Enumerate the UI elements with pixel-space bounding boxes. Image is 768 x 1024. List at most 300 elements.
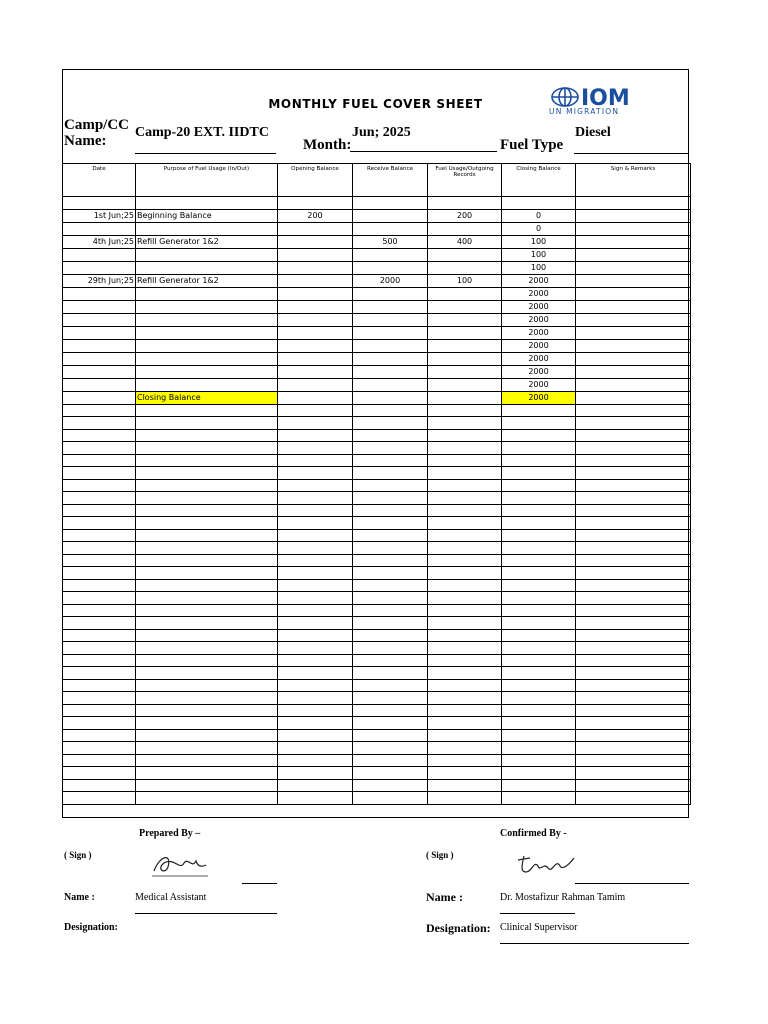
table-cell	[428, 717, 502, 730]
table-cell	[63, 222, 136, 235]
table-cell: 2000	[502, 365, 576, 378]
table-cell	[576, 442, 691, 455]
table-cell: Beginning Balance	[136, 209, 278, 222]
table-cell	[353, 326, 428, 339]
table-cell	[502, 754, 576, 767]
column-header: Date	[63, 164, 136, 197]
table-row	[63, 792, 691, 805]
table-cell	[353, 287, 428, 300]
name-value-left: Medical Assistant	[135, 892, 207, 903]
table-cell	[278, 326, 353, 339]
table-row	[63, 517, 691, 530]
table-cell	[428, 378, 502, 391]
table-cell	[63, 479, 136, 492]
table-cell	[278, 378, 353, 391]
table-cell	[63, 429, 136, 442]
fuel-type-label: Fuel Type	[500, 137, 564, 153]
table-cell	[428, 404, 502, 417]
month-label: Month:	[303, 137, 352, 153]
table-body	[63, 197, 691, 805]
table-row	[63, 235, 691, 248]
table-cell	[136, 754, 278, 767]
table-cell	[136, 504, 278, 517]
table-cell	[428, 667, 502, 680]
table-cell	[428, 391, 502, 404]
table-cell	[428, 692, 502, 705]
table-cell	[428, 654, 502, 667]
iom-logo	[547, 84, 677, 116]
table-cell	[428, 300, 502, 313]
table-cell	[428, 479, 502, 492]
table-cell	[353, 339, 428, 352]
table-cell	[576, 504, 691, 517]
table-cell	[278, 579, 353, 592]
table-cell	[353, 667, 428, 680]
table-cell	[576, 300, 691, 313]
table-cell	[136, 492, 278, 505]
table-cell	[353, 365, 428, 378]
table-cell	[428, 442, 502, 455]
table-cell	[576, 529, 691, 542]
table-cell	[63, 579, 136, 592]
table-cell	[278, 454, 353, 467]
table-cell: 2000	[353, 274, 428, 287]
table-cell: 2000	[502, 339, 576, 352]
table-row	[63, 479, 691, 492]
table-cell	[278, 274, 353, 287]
table-cell	[428, 742, 502, 755]
table-cell	[278, 287, 353, 300]
table-cell	[353, 261, 428, 274]
fuel-type-underline	[574, 153, 689, 154]
table-cell	[136, 339, 278, 352]
camp-underline	[135, 153, 276, 154]
table-cell	[353, 629, 428, 642]
table-cell	[576, 642, 691, 655]
table-row	[63, 222, 691, 235]
table-cell	[428, 754, 502, 767]
table-cell	[576, 429, 691, 442]
table-cell	[136, 248, 278, 261]
table-cell	[136, 767, 278, 780]
table-cell	[576, 261, 691, 274]
table-cell	[136, 742, 278, 755]
table-row	[63, 467, 691, 480]
table-cell	[428, 429, 502, 442]
table-cell	[353, 729, 428, 742]
table-cell	[278, 717, 353, 730]
table-cell	[136, 442, 278, 455]
table-cell: 2000	[502, 274, 576, 287]
table-cell	[353, 592, 428, 605]
table-cell: 1st Jun;25	[63, 209, 136, 222]
table-cell	[278, 300, 353, 313]
table-cell	[428, 365, 502, 378]
table-cell	[136, 642, 278, 655]
name-label-left: Name :	[64, 892, 95, 903]
table-cell	[428, 352, 502, 365]
column-header: Fuel Usage/Outgoing Records	[428, 164, 502, 197]
table-cell	[502, 492, 576, 505]
table-row	[63, 654, 691, 667]
table-cell	[136, 579, 278, 592]
table-cell	[428, 604, 502, 617]
table-cell	[353, 467, 428, 480]
table-cell	[576, 417, 691, 430]
table-row	[63, 667, 691, 680]
table-cell	[278, 779, 353, 792]
table-cell	[353, 209, 428, 222]
table-cell	[353, 717, 428, 730]
table-cell	[63, 529, 136, 542]
table-cell	[576, 629, 691, 642]
table-cell	[428, 554, 502, 567]
table-cell	[502, 579, 576, 592]
table-cell	[428, 617, 502, 630]
table-cell	[353, 197, 428, 210]
table-cell	[63, 442, 136, 455]
table-cell	[576, 339, 691, 352]
column-header: Receive Balance	[353, 164, 428, 197]
table-cell: 200	[278, 209, 353, 222]
table-cell: 2000	[502, 352, 576, 365]
table-row	[63, 692, 691, 705]
table-cell	[502, 704, 576, 717]
table-row	[63, 767, 691, 780]
table-cell	[502, 517, 576, 530]
table-cell	[576, 692, 691, 705]
table-cell: Refill Generator 1&2	[136, 274, 278, 287]
name-underline-left	[135, 913, 277, 914]
table-cell	[63, 300, 136, 313]
table-cell	[63, 742, 136, 755]
table-cell	[576, 579, 691, 592]
table-cell	[278, 261, 353, 274]
table-cell	[502, 742, 576, 755]
table-cell	[63, 404, 136, 417]
table-cell	[502, 642, 576, 655]
table-cell	[428, 579, 502, 592]
table-row	[63, 642, 691, 655]
table-cell	[576, 567, 691, 580]
table-cell	[278, 604, 353, 617]
table-row	[63, 313, 691, 326]
table-cell	[278, 352, 353, 365]
table-cell	[136, 529, 278, 542]
table-cell	[278, 442, 353, 455]
table-cell	[278, 197, 353, 210]
table-row	[63, 326, 691, 339]
table-cell	[136, 300, 278, 313]
table-cell	[428, 504, 502, 517]
table-cell	[353, 792, 428, 805]
table-cell	[502, 667, 576, 680]
column-header: Opening Balance	[278, 164, 353, 197]
table-cell	[576, 467, 691, 480]
table-cell	[428, 417, 502, 430]
table-cell	[576, 404, 691, 417]
table-cell	[136, 326, 278, 339]
sign-label-right: ( Sign )	[426, 850, 454, 860]
table-row	[63, 592, 691, 605]
table-cell: 100	[502, 235, 576, 248]
table-cell	[136, 417, 278, 430]
table-cell: 2000	[502, 300, 576, 313]
table-cell	[502, 454, 576, 467]
camp-value: Camp-20 EXT. IIDTC	[135, 125, 269, 140]
table-cell	[428, 313, 502, 326]
table-row	[63, 729, 691, 742]
table-cell	[502, 592, 576, 605]
table-cell	[63, 352, 136, 365]
fuel-type-value: Diesel	[575, 125, 611, 140]
table-cell	[63, 467, 136, 480]
table-row	[63, 404, 691, 417]
table-cell: 2000	[502, 378, 576, 391]
table-cell	[576, 617, 691, 630]
table-cell	[353, 579, 428, 592]
table-cell: 100	[502, 248, 576, 261]
table-cell	[63, 197, 136, 210]
table-cell	[353, 529, 428, 542]
table-cell	[502, 442, 576, 455]
table-cell	[576, 378, 691, 391]
table-cell	[63, 717, 136, 730]
table-row	[63, 287, 691, 300]
table-cell	[502, 479, 576, 492]
table-cell	[278, 742, 353, 755]
sign-underline-right	[575, 883, 689, 884]
fuel-log-table	[62, 163, 691, 805]
table-cell	[63, 692, 136, 705]
sheet-title: MONTHLY FUEL COVER SHEET	[268, 97, 483, 111]
table-cell	[576, 274, 691, 287]
column-header: Purpose of Fuel Usage (In/Out)	[136, 164, 278, 197]
table-cell	[63, 492, 136, 505]
table-cell	[136, 792, 278, 805]
table-row	[63, 679, 691, 692]
table-cell	[428, 704, 502, 717]
table-cell	[136, 378, 278, 391]
table-cell: 0	[502, 222, 576, 235]
table-cell	[278, 729, 353, 742]
table-cell	[576, 667, 691, 680]
table-cell	[136, 479, 278, 492]
table-cell	[502, 792, 576, 805]
table-cell	[136, 429, 278, 442]
table-row	[63, 704, 691, 717]
table-cell	[428, 767, 502, 780]
table-row	[63, 779, 691, 792]
table-cell	[428, 197, 502, 210]
table-cell	[502, 467, 576, 480]
designation-underline-right	[500, 943, 689, 944]
table-row	[63, 742, 691, 755]
table-cell	[502, 692, 576, 705]
table-cell	[278, 654, 353, 667]
table-cell	[278, 339, 353, 352]
table-cell	[63, 604, 136, 617]
table-cell	[278, 313, 353, 326]
table-cell	[278, 592, 353, 605]
table-row	[63, 492, 691, 505]
table-cell	[63, 326, 136, 339]
table-header-row	[63, 164, 691, 197]
table-cell	[576, 704, 691, 717]
table-cell	[576, 542, 691, 555]
table-cell	[278, 467, 353, 480]
table-cell	[353, 313, 428, 326]
table-row	[63, 754, 691, 767]
table-cell	[63, 365, 136, 378]
table-cell	[428, 261, 502, 274]
name-underline-right	[500, 913, 575, 914]
table-cell	[278, 235, 353, 248]
designation-value-right: Clinical Supervisor	[500, 922, 578, 933]
table-cell	[353, 567, 428, 580]
designation-label-right: Designation:	[426, 921, 491, 935]
table-cell	[63, 629, 136, 642]
table-cell	[278, 417, 353, 430]
table-cell	[428, 467, 502, 480]
table-cell	[576, 352, 691, 365]
table-cell	[63, 339, 136, 352]
table-cell	[428, 792, 502, 805]
table-cell	[576, 754, 691, 767]
table-row	[63, 417, 691, 430]
sign-label-left: ( Sign )	[64, 850, 92, 860]
table-cell	[428, 729, 502, 742]
table-cell	[63, 754, 136, 767]
table-cell	[278, 704, 353, 717]
table-cell	[502, 542, 576, 555]
table-cell	[502, 679, 576, 692]
table-row	[63, 504, 691, 517]
table-cell	[353, 222, 428, 235]
table-cell	[576, 479, 691, 492]
table-cell	[136, 654, 278, 667]
table-cell	[63, 554, 136, 567]
column-header: Sign & Remarks	[576, 164, 691, 197]
table-cell	[63, 667, 136, 680]
table-cell	[63, 679, 136, 692]
signature-left	[150, 845, 210, 881]
table-cell	[136, 717, 278, 730]
table-cell	[576, 391, 691, 404]
table-cell	[428, 642, 502, 655]
table-cell	[428, 629, 502, 642]
table-cell	[353, 248, 428, 261]
table-cell	[63, 729, 136, 742]
table-cell	[576, 604, 691, 617]
table-cell	[136, 261, 278, 274]
table-cell	[428, 248, 502, 261]
table-cell	[353, 542, 428, 555]
table-cell	[278, 365, 353, 378]
table-cell	[428, 592, 502, 605]
table-cell	[502, 567, 576, 580]
table-cell	[136, 287, 278, 300]
table-cell	[502, 529, 576, 542]
table-cell	[136, 404, 278, 417]
table-row	[63, 554, 691, 567]
table-cell	[502, 654, 576, 667]
table-cell	[353, 704, 428, 717]
table-cell	[63, 391, 136, 404]
table-cell: 4th Jun;25	[63, 235, 136, 248]
table-cell	[502, 404, 576, 417]
table-cell	[63, 261, 136, 274]
table-cell	[576, 767, 691, 780]
table-cell	[576, 365, 691, 378]
table-row	[63, 274, 691, 287]
table-cell	[576, 313, 691, 326]
table-cell	[278, 567, 353, 580]
table-cell	[353, 517, 428, 530]
table-cell: Refill Generator 1&2	[136, 235, 278, 248]
table-cell	[136, 313, 278, 326]
table-cell	[278, 391, 353, 404]
table-cell	[353, 378, 428, 391]
table-cell	[428, 567, 502, 580]
table-cell	[502, 429, 576, 442]
table-cell	[353, 604, 428, 617]
table-cell	[353, 300, 428, 313]
confirmed-by-label: Confirmed By -	[500, 828, 567, 839]
table-cell	[502, 717, 576, 730]
table-cell	[136, 779, 278, 792]
table-cell	[353, 417, 428, 430]
table-row	[63, 617, 691, 630]
table-cell	[278, 667, 353, 680]
table-cell	[63, 287, 136, 300]
table-cell	[278, 554, 353, 567]
table-cell: Closing Balance	[136, 391, 278, 404]
table-cell	[278, 479, 353, 492]
table-cell	[576, 517, 691, 530]
table-cell	[576, 779, 691, 792]
table-cell	[353, 617, 428, 630]
table-row	[63, 209, 691, 222]
signature-right	[512, 848, 578, 880]
table-cell	[428, 679, 502, 692]
table-cell	[576, 492, 691, 505]
table-cell	[353, 554, 428, 567]
table-cell	[502, 629, 576, 642]
table-cell	[576, 742, 691, 755]
table-cell	[428, 339, 502, 352]
table-cell: 2000	[502, 313, 576, 326]
table-cell	[136, 679, 278, 692]
table-cell: 2000	[502, 326, 576, 339]
table-cell	[278, 542, 353, 555]
table-cell	[63, 454, 136, 467]
table-row	[63, 717, 691, 730]
table-cell	[278, 248, 353, 261]
table-cell	[136, 604, 278, 617]
table-cell	[353, 352, 428, 365]
table-cell	[278, 517, 353, 530]
table-cell	[278, 429, 353, 442]
table-cell	[63, 779, 136, 792]
table-row	[63, 378, 691, 391]
table-cell	[576, 197, 691, 210]
designation-label-left: Designation:	[64, 922, 118, 933]
table-cell	[353, 767, 428, 780]
table-cell	[576, 248, 691, 261]
table-cell	[502, 617, 576, 630]
table-cell	[136, 592, 278, 605]
